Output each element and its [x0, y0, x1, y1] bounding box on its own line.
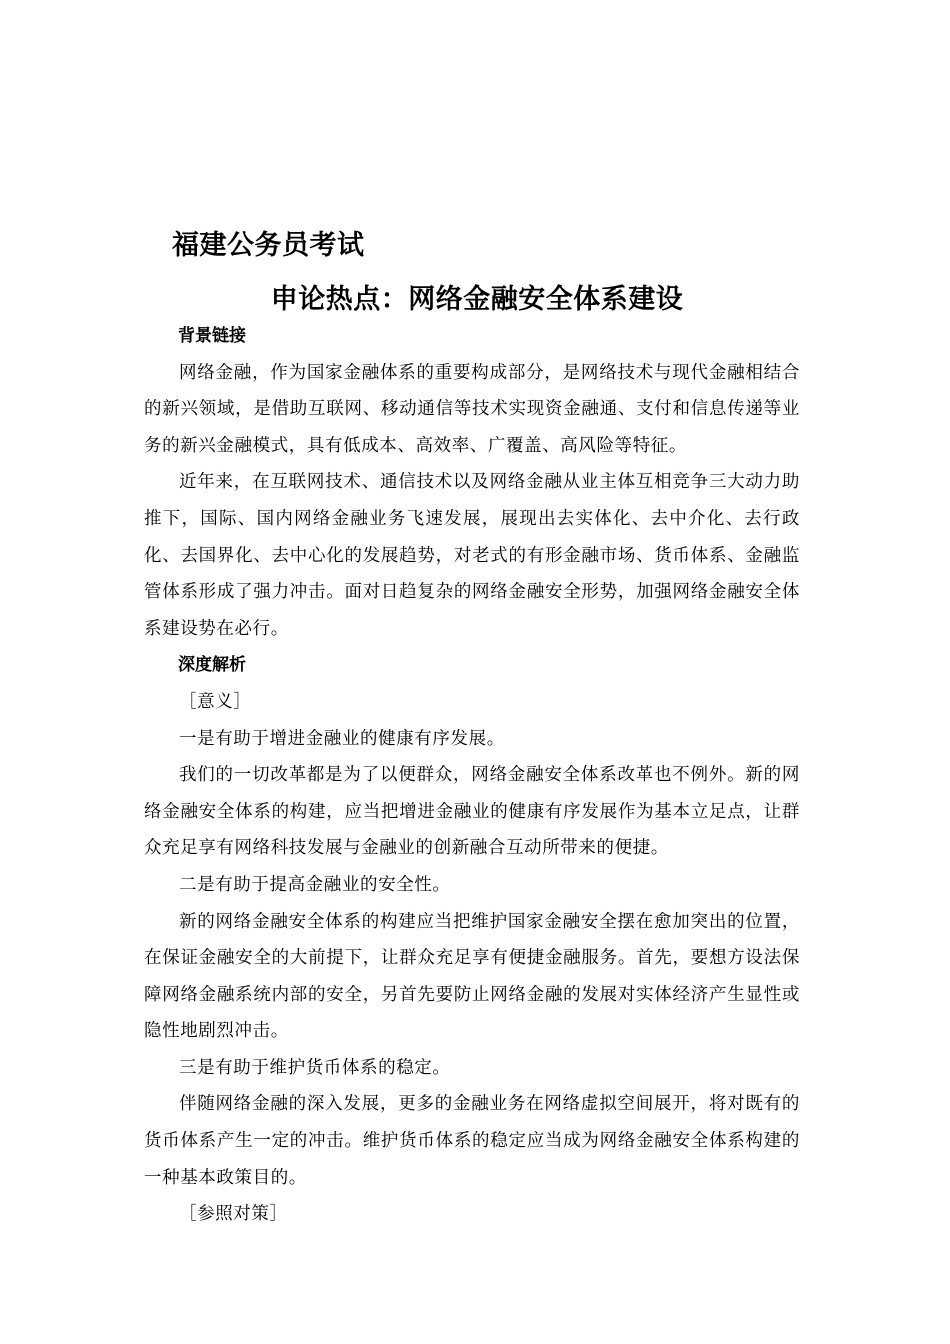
topic-title: 申论热点：网络金融安全体系建设 [270, 284, 684, 315]
point-3-body: 伴随网络金融的深入发展，更多的金融业务在网络虚拟空间展开，将对既有的货币体系产生一定的冲击。维护货币体系的稳定应当成为网络金融安全体系构建的一种基本政策目的。 [144, 1094, 800, 1188]
document-body [144, 318, 800, 1233]
background-heading: 背景链接 [178, 326, 246, 346]
countermeasure-label: ［参照对策］ [179, 1204, 288, 1225]
point-1-body: 我们的一切改革都是为了以便群众，网络金融安全体系改革也不例外。新的网络金融安全体系的构建，应当把增进金融业的健康有序发展作为基本立足点，让群众充足享有网络科技发展与金融业的创新融合互动所带来的便捷。 [144, 765, 800, 859]
exam-title: 福建公务员考试 [172, 230, 365, 261]
background-paragraph-2: 近年来，在互联网技术、通信技术以及网络金融从业主体互相竞争三大动力助推下，国际、国内网络金融业务飞速发展，展现出去实体化、去中介化、去行政化、去国界化、去中心化的发展趋势，对老式的有形金融市场、货币体系、金融监管体系形成了强力冲击。面对日趋复杂的网络金融安全形势，加强网络金融安全体系建设势在必行。 [144, 472, 800, 639]
meaning-label: ［意义］ [179, 691, 252, 712]
background-paragraph-1: 网络金融，作为国家金融体系的重要构成部分，是网络技术与现代金融相结合的新兴领域，是借助互联网、移动通信等技术实现资金融通、支付和信息传递等业务的新兴金融模式，具有低成本、高效率、广覆盖、高风险等特征。 [144, 362, 800, 456]
analysis-heading: 深度解析 [178, 655, 246, 676]
point-1-title: 一是有助于增进金融业的健康有序发展。 [179, 728, 505, 749]
point-2-body: 新的网络金融安全体系的构建应当把维护国家金融安全摆在愈加突出的位置，在保证金融安全的大前提下，让群众充足享有便捷金融服务。首先，要想方设法保障网络金融系统内部的安全，另首先要防止网络金融的发展对实体经济产生显性或隐性地剧烈冲击。 [144, 911, 800, 1042]
point-2-title: 二是有助于提高金融业的安全性。 [179, 874, 451, 895]
point-3-title: 三是有助于维护货币体系的稳定。 [179, 1057, 451, 1078]
